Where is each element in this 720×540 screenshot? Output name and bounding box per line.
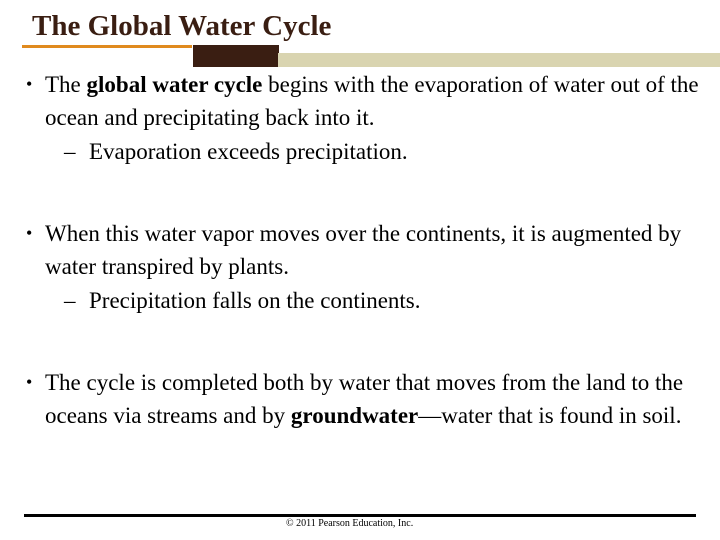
bullet-marker: • — [26, 74, 33, 94]
bullet-2-sub-text: Precipitation falls on the continents. — [89, 288, 421, 313]
bullet-1-term: global water cycle — [86, 72, 263, 97]
bullet-1-text-post: begins with the evaporation of water out of the ocean and precipitating back into it. — [45, 72, 699, 130]
bullet-2-sub — [26, 283, 706, 318]
bullet-1-text-pre: The — [45, 72, 87, 97]
copyright-notice: © 2011 Pearson Education, Inc. — [286, 518, 414, 529]
title-accent-light — [278, 53, 720, 67]
sub-bullet-marker: – — [64, 139, 76, 164]
bullet-3 — [26, 366, 706, 432]
title-underline-orange — [22, 45, 192, 48]
slide-title: The Global Water Cycle — [32, 10, 332, 42]
bullet-marker: • — [26, 223, 33, 243]
bullet-marker: • — [26, 372, 33, 392]
bullet-3-term: groundwater — [290, 403, 419, 428]
title-accent-dark — [193, 45, 279, 67]
bullet-3-text-post: —water that is found in soil. — [418, 403, 682, 428]
bullet-1-sub-text: Evaporation exceeds precipitation. — [89, 139, 408, 164]
sub-bullet-marker: – — [64, 288, 76, 313]
bullet-1 — [26, 68, 706, 134]
bullet-3-text-pre: The cycle is completed both by water that moves from the land to the oceans via streams and by — [45, 370, 684, 428]
bullet-1-sub — [26, 134, 706, 169]
footer-rule — [24, 514, 696, 517]
bullet-2 — [26, 217, 706, 283]
bullet-2-text: When this water vapor moves over the continents, it is augmented by water transpired by plants. — [45, 221, 682, 279]
